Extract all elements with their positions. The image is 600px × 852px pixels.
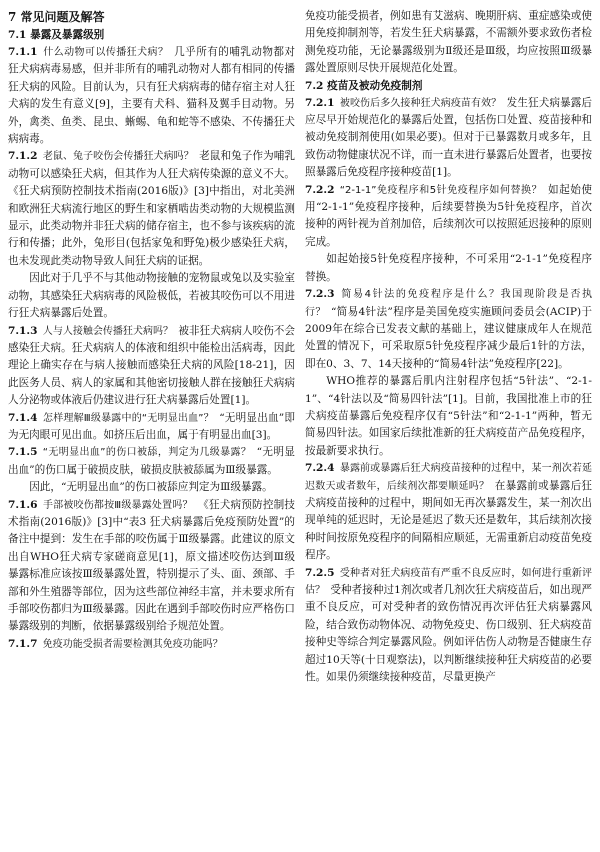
- question-text: 人与人接触会传播狂犬病吗？: [42, 325, 174, 337]
- answer-text: 被非狂犬病病人咬伤不会感染狂犬病。狂犬病病人的体液和组织中能检出活病毒，因此理论上确实存在与病人接触而感染狂犬病的风险[18-21]，因此医务人员、病人的家属和其他密切接触人群在接触狂犬病病人分泌物或体液后仍建议进行狂犬病暴露后处置[1]。: [8, 324, 295, 407]
- question-7-2-5: [305, 565, 592, 687]
- answer-text: 受种者接种过1剂次或者几剂次狂犬病疫苗后，如出现严重不良反应，可对受种者的致伤情况再次评估狂犬病暴露风险，结合致伤动物体况、动物免疫史、伤口级别、狂犬病疫苗接种史等综合判定暴露风险。例如评估伤人动物是否健康生存超过10天等(十日观察法)，以判断继续接种狂犬病疫苗的必要性。如果仍须继续接种疫苗，尽量更换产: [305, 584, 592, 684]
- question-text: 免疫功能受损者需要检测其免疫功能吗？: [42, 638, 223, 650]
- question-number: 7.1.2: [8, 150, 38, 163]
- question-7-1-7: [8, 636, 295, 653]
- question-text: 受种者对狂犬病疫苗有严重不良反应时，如何进行重新评估？: [305, 567, 592, 596]
- question-text: “无明显出血”的伤口被舔，判定为几级暴露？: [42, 447, 252, 459]
- paragraph: [8, 270, 295, 322]
- paragraph: [8, 479, 295, 496]
- section-heading: 7 常见问题及解答: [8, 10, 105, 24]
- answer-text: 因此，“无明显出血”的伤口被舔应判定为Ⅲ级暴露。: [29, 481, 273, 494]
- answer-text: WHO推荐的暴露后肌内注射程序包括“5针法”、“2-1-1”、“4针法以及“简易四针法”[1]。目前，我国批准上市的狂犬病疫苗暴露后免疫程序仅有“5针法”和“2-1-1”两种，暂无简易四针法。如国家后续批准新的狂犬病疫苗产品免疫程序，按最新要求执行。: [305, 375, 592, 457]
- question-number: 7.2.4: [305, 462, 335, 475]
- answer-text: “简易4针法”程序是美国免疫实施顾问委员会(ACIP)于2009年在综合已发表文献的基础上，建议健康成年人在规范处置的情况下，可采取原5针免疫程序减少最后1针的方法，即在0、3、7、14天接种的“简易4针法”免疫程序[22]。: [305, 305, 592, 370]
- question-text: 暴露前或暴露后狂犬病疫苗接种的过程中，某一剂次若延迟数天或者数年，后续剂次都要顺延吗？: [305, 463, 592, 492]
- question-text: “2-1-1”免疫程序和5针免疫程序如何替换？: [339, 184, 543, 196]
- question-text: 老鼠、兔子咬伤会传播狂犬病吗？: [42, 151, 194, 163]
- answer-text: 因此对于几乎不与其他动物接触的宠物鼠或兔以及实验室动物，其感染狂犬病病毒的风险极低，若被其咬伤可以不用进行狂犬病暴露后处置。: [8, 272, 295, 320]
- question-7-2-4: [305, 460, 592, 564]
- question-number: 7.1.1: [8, 46, 38, 58]
- question-7-2-2: [305, 182, 592, 252]
- question-number: 7.2.5: [305, 566, 335, 579]
- paragraph: [305, 373, 592, 460]
- answer-text: 在暴露前或暴露后狂犬病疫苗接种的过程中，期间如无再次暴露发生，某一剂次出现单纯的延迟时，无论是延迟了数天还是数年，其后续剂次接种时间按原免疫程序的间隔相应顺延，无需重新启动疫苗免疫程序。: [305, 479, 592, 562]
- question-number: 7.1.6: [8, 498, 38, 511]
- answer-text: 《狂犬病预防控制技术指南(2016版)》[3]中“表3 狂犬病暴露后免疫预防处置”的备注中提到：发生在手部的咬伤属于Ⅲ级暴露。此建议的原文出自WHO狂犬病专家磋商意见[1]，原文描述咬伤达到Ⅲ级暴露标准应该按Ⅲ级暴露处置，特别提示了头、面、颈部、手部和外生殖器等部位，因为这些部位神经丰富，并未要求所有手部咬伤都归为Ⅲ级暴露。因此在遇到手部咬伤时应严格伤口暴露级别的判断，依据暴露级别给予规范处置。: [8, 498, 295, 633]
- answer-text: 几乎所有的哺乳动物都对狂犬病病毒易感，但并非所有的哺乳动物对人都有相同的传播狂犬病的风险。目前认为，只有狂犬病病毒的储存宿主对人狂犬病的发生有意义[9]，主要有犬科、猫科及翼手目动物。另外，禽类、鱼类、昆虫、蜥蜴、龟和蛇等不感染、不传播狂犬病病毒。: [8, 46, 295, 146]
- question-7-1-1: [8, 44, 295, 148]
- left-column: [8, 8, 295, 852]
- right-column: [305, 8, 592, 852]
- answer-text: 发生狂犬病暴露后应尽早开始规范化的暴露后处置，包括伤口处置、疫苗接种和被动免疫制剂使用(如果必要)。但对于已暴露数月或多年，且致伤动物健康状况不详，而一直未进行暴露后处置者，也要按照暴露后免疫程序接种疫苗[1]。: [305, 96, 592, 179]
- question-text: 什么动物可以传播狂犬病？: [42, 47, 169, 58]
- answer-text: 老鼠和兔子作为哺乳动物可以感染狂犬病，但其作为人狂犬病传染源的意义不大。《狂犬病预防控制技术指南(2016版)》[3]中指出，对北美洲和欧洲狂犬病流行地区的野生和家栖啮齿类动物的大规模监测显示，此类动物并非狂犬病的储存宿主，也不参与该疾病的流行和传播；此外，兔形目(包括家兔和野兔)极少感染狂犬病，也未发现此类动物导致人间狂犬病的证据。: [8, 150, 295, 267]
- question-text: 被咬伤后多久接种狂犬病疫苗有效？: [339, 97, 502, 109]
- answer-text: 免疫功能受损者，例如患有艾滋病、晚期肝病、重症感染或使用免疫抑制剂等，若发生狂犬病暴露，不需额外要求致伤者检测免疫功能，无论暴露级别为Ⅱ级还是Ⅲ级，均应按照Ⅲ级暴露处置原则尽快开展规范化处置。: [305, 10, 592, 75]
- question-text: 简易4针法的免疫程序是什么？我国现阶段是否执行？: [305, 289, 592, 318]
- subsection-heading: 7.1 暴露及暴露级别: [8, 29, 105, 41]
- answer-text: 如起始使用“2-1-1”免疫程序接种，后续要替换为5针免疫程序，首次接种的两针视为首剂加倍，后续剂次可以按照延迟接种的原则完成。: [305, 183, 592, 248]
- question-7-1-2: [8, 148, 295, 270]
- question-7-2-1: [305, 95, 592, 182]
- answer-text: “无明显出血”的伤口属于破损皮肤，破损皮肤被舔属为Ⅲ级暴露。: [8, 446, 295, 476]
- question-number: 7.2.2: [305, 183, 335, 196]
- question-7-1-6: [8, 497, 295, 636]
- question-7-1-4: [8, 410, 295, 445]
- question-text: 怎样理解Ⅲ级暴露中的“无明显出血”？: [42, 412, 214, 424]
- paragraph: [305, 251, 592, 286]
- question-number: 7.1.3: [8, 324, 38, 337]
- answer-text: “无明显出血”即为无肉眼可见出血。如挤压后出血，属于有明显出血[3]。: [8, 411, 295, 441]
- question-number: 7.2.1: [305, 96, 335, 109]
- question-number: 7.2.3: [305, 288, 335, 301]
- question-7-1-3: [8, 323, 295, 410]
- answer-text: 如起始接5针免疫程序接种，不可采用“2-1-1”免疫程序替换。: [305, 253, 592, 283]
- question-number: 7.1.5: [8, 446, 38, 459]
- question-text: 手部被咬伤都按Ⅲ级暴露处置吗？: [42, 499, 193, 511]
- question-7-2-3: [305, 286, 592, 373]
- question-number: 7.1.4: [8, 411, 38, 424]
- question-7-1-5: [8, 444, 295, 479]
- question-number: 7.1.7: [8, 637, 38, 650]
- subsection-heading: 7.2 疫苗及被动免疫制剂: [305, 79, 423, 92]
- paragraph: [305, 8, 592, 78]
